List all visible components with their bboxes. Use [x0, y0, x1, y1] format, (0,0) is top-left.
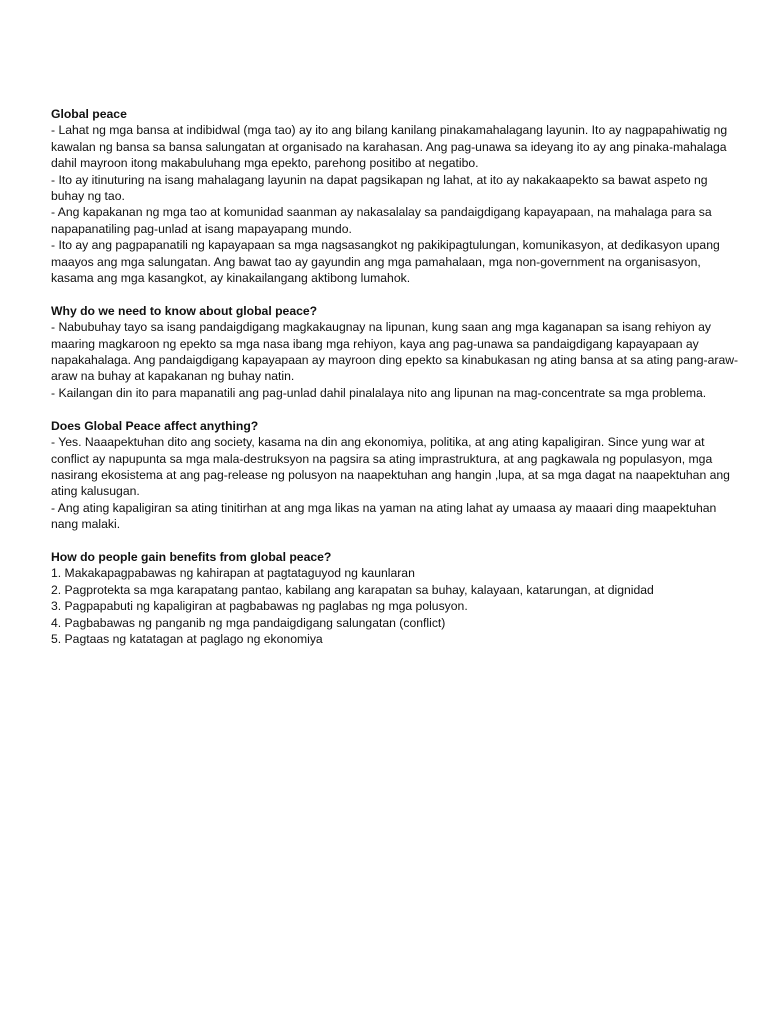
- list-item: 3. Pagpapabuti ng kapaligiran at pagbabawas ng paglabas ng mga polusyon.: [51, 599, 468, 614]
- list-item: 2. Pagprotekta sa mga karapatang pantao, kabilang ang karapatan sa buhay, kalayaan, katarungan, at dignidad: [51, 582, 654, 597]
- paragraph: - Nabubuhay tayo sa isang pandaigdigang magkakaugnay na lipunan, kung saan ang mga kaganapan sa isang rehiyon ay maaring magkaroon ng epekto sa mga nasa ibang mga rehiyon, kaya ang pag-unawa sa pandaigdigang kapayapaan ay napakahalaga. Ang pandaigdigang kapayapaan ay mayroon ding epekto sa kinabukasan ng ating bansa at sa ating pang-araw-araw na buhay at kapakanan ng buhay natin.: [51, 320, 739, 384]
- section-global-peace: [51, 106, 741, 286]
- section-why-know: [51, 303, 741, 401]
- section-benefits: [51, 549, 741, 647]
- section-heading: Why do we need to know about global peace?: [51, 303, 318, 318]
- section-heading: Global peace: [51, 107, 127, 121]
- paragraph: - Kailangan din ito para mapanatili ang pag-unlad dahil pinalalaya nito ang lipunan na mag-concentrate sa mga problema.: [51, 385, 707, 400]
- section-does-affect: [51, 418, 741, 533]
- paragraph: - Lahat ng mga bansa at indibidwal (mga tao) ay ito ang bilang kanilang pinakamahalagang layunin. Ito ay nagpapahiwatig ng kawalan ng bansa sa bansa salungatan at organisado na karahasan. Ang pag-unawa sa ideyang ito ay ang pinaka-mahalaga dahil mayroon itong makabuluhang mga epekto, parehong positibo at negatibo.: [51, 123, 731, 171]
- list-item: 4. Pagbabawas ng panganib ng mga pandaigdigang salungatan (conflict): [51, 615, 446, 630]
- paragraph: - Yes. Naaapektuhan dito ang society, kasama na din ang ekonomiya, politika, at ang ating kapaligiran. Since yung war at conflict ay napupunta sa mga mala-destruksyon na pagsira sa ating imprastruktura, at ang pagkawala ng populasyon, mga nasirang ekosistema at ang pag-release ng polusyon na naapektuhan ang hangin ,lupa, at sa mga dagat na naapektuhan ang ating kalusugan.: [51, 435, 734, 499]
- section-heading: Does Global Peace affect anything?: [51, 418, 259, 433]
- section-heading: How do people gain benefits from global peace?: [51, 549, 332, 564]
- paragraph: - Ang ating kapaligiran sa ating tinitirhan at ang mga likas na yaman na ating lahat ay umaasa ay maaari ding maapektuhan nang malaki.: [51, 500, 720, 532]
- paragraph: - Ang kapakanan ng mga tao at komunidad saanman ay nakasalalay sa pandaigdigang kapayapaan, na mahalaga para sa napapanatiling pag-unlad at isang mapayapang mundo.: [51, 205, 716, 236]
- paragraph: - Ito ay itinuturing na isang mahalagang layunin na dapat pagsikapan ng lahat, at ito ay nakakaapekto sa bawat aspeto ng buhay ng tao.: [51, 172, 711, 204]
- paragraph: - Ito ay ang pagpapanatili ng kapayapaan sa mga nagsasangkot ng pakikipagtulungan, komunikasyon, at dedikasyon upang maayos ang mga salungatan. Ang bawat tao ay gayundin ang mga pamahalaan, mga non-government na organisasyon, kasama ang mga kasangkot, ay kinakailangang aktibong lumahok.: [51, 238, 724, 286]
- list-item: 1. Makakapagpabawas ng kahirapan at pagtataguyod ng kaunlaran: [51, 566, 415, 581]
- document-page: [51, 106, 741, 664]
- list-item: 5. Pagtaas ng katatagan at paglago ng ekonomiya: [51, 631, 323, 646]
